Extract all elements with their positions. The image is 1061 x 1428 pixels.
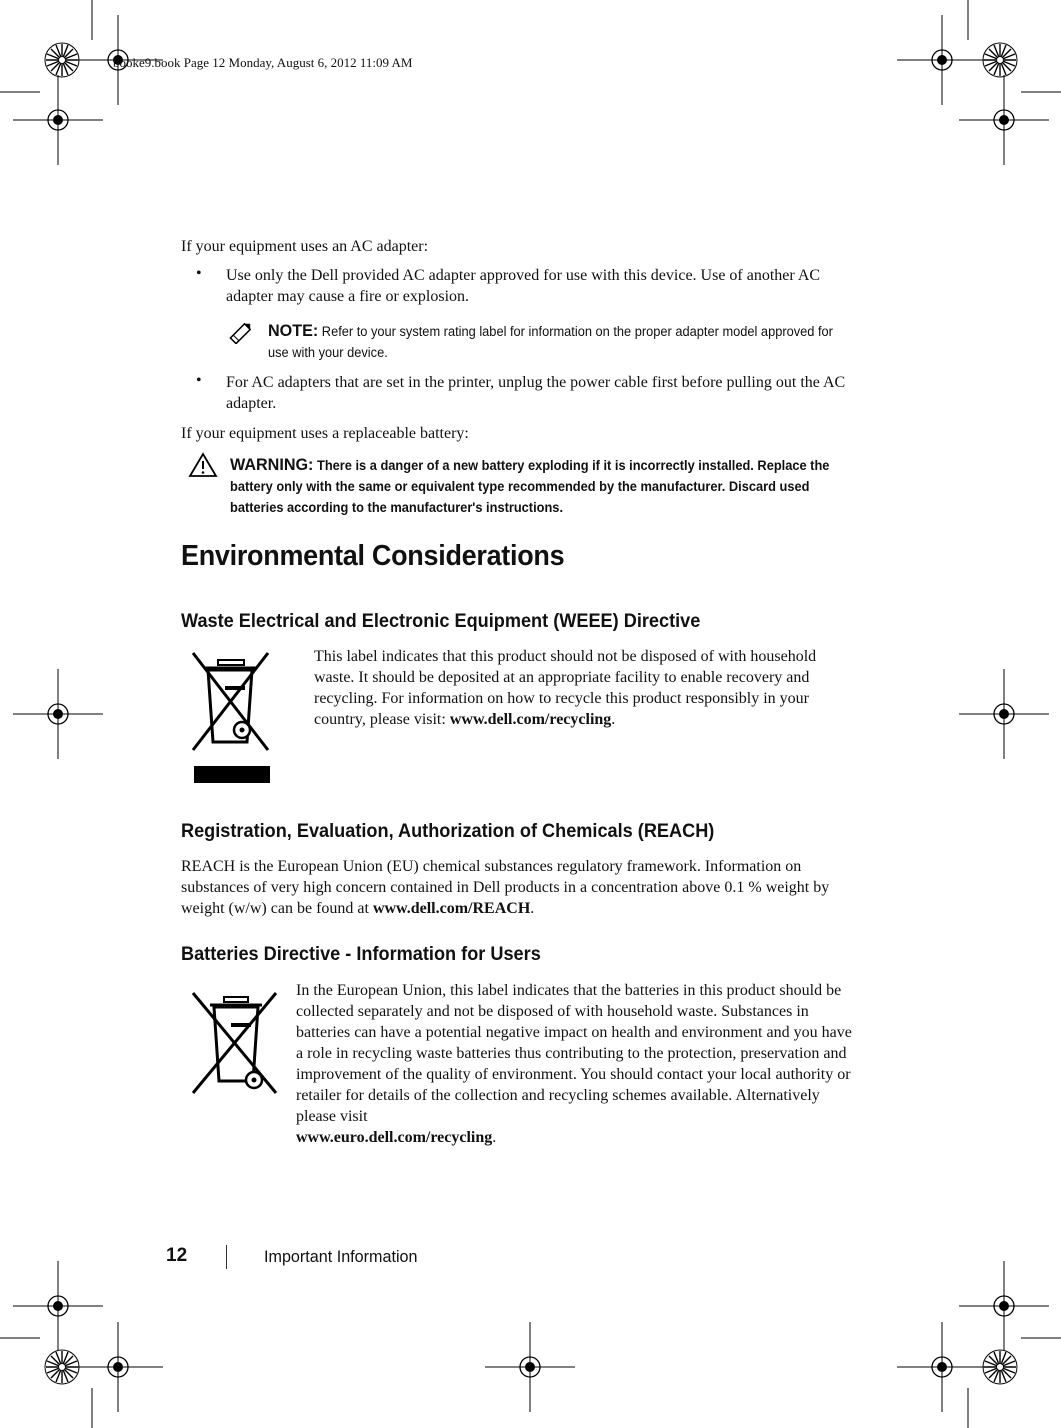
battery-intro: If your equipment uses a replaceable battery: <box>181 425 469 442</box>
pencil-note-icon <box>228 322 254 344</box>
reach-body: REACH is the European Union (EU) chemical substances regulatory framework. Information on substances of very high concern contained in Dell products in a concentration above 0.1 % weight by weight (w/w) can be found at <box>181 858 830 917</box>
note-block <box>268 320 838 363</box>
weee-crossed-bin-icon <box>190 650 272 786</box>
reach-link[interactable]: www.dell.com/REACH <box>372 900 531 917</box>
batteries-tail: . <box>492 1129 497 1146</box>
weee-tail: . <box>611 711 616 728</box>
footer-divider <box>226 1245 227 1269</box>
bullet-marker: • <box>196 372 202 389</box>
batteries-body: In the European Union, this label indicates that the batteries in this product should be collected separately and not be disposed of with household waste. Substances in batteries can have a potential negative impact on health and environment and you have a role in recycling waste batteries thus contributing to the protection, preservation and improvement of the quality of environment. You should contact your local authority or retailer for details of the collection and recycling schemes available. Alternatively please visit <box>296 982 852 1125</box>
weee-heading: Waste Electrical and Electronic Equipment (WEEE) Directive <box>181 610 701 632</box>
batteries-text <box>296 980 856 1148</box>
warning-label: WARNING: <box>230 455 314 474</box>
weee-text <box>314 646 859 730</box>
weee-body: This label indicates that this product should not be disposed of with household waste. It should be deposited at an appropriate facility to enable recovery and recycling. For information on how to recycle this product responsibly in your country, please visit: <box>314 648 817 728</box>
reach-heading: Registration, Evaluation, Authorization of Chemicals (REACH) <box>181 820 715 842</box>
warning-triangle-icon <box>188 452 218 478</box>
environmental-heading: Environmental Considerations <box>181 540 565 572</box>
reach-text <box>181 856 856 919</box>
footer-section-title: Important Information <box>264 1247 418 1266</box>
ac-intro: If your equipment uses an AC adapter: <box>181 238 429 255</box>
batteries-link[interactable]: www.euro.dell.com/recycling <box>296 1129 493 1146</box>
note-text: Refer to your system rating label for information on the proper adapter model approved for use with your device. <box>268 324 833 360</box>
battery-crossed-bin-icon <box>188 985 282 1097</box>
warning-block <box>230 454 838 518</box>
ac-bullet-1: Use only the Dell provided AC adapter approved for use with this device. Use of another AC adapter may cause a fire or explosion. <box>226 267 821 305</box>
reach-tail: . <box>530 900 535 917</box>
ac-bullet-2: For AC adapters that are set in the printer, unplug the power cable first before pulling out the AC adapter. <box>226 374 846 412</box>
note-label: NOTE: <box>268 321 319 340</box>
warning-text: There is a danger of a new battery exploding if it is incorrectly installed. Replace the battery only with the same or equivalent type recommended by the manufacturer. Discard used batteries according to the manufacturer's instructions. <box>230 458 830 515</box>
print-header-stamp: booke9.book Page 12 Monday, August 6, 2012 11:09 AM <box>113 55 413 70</box>
bullet-marker: • <box>196 265 202 282</box>
weee-link[interactable]: www.dell.com/recycling <box>449 711 612 728</box>
batteries-heading: Batteries Directive - Information for Users <box>181 943 541 965</box>
page-number: 12 <box>166 1245 188 1266</box>
